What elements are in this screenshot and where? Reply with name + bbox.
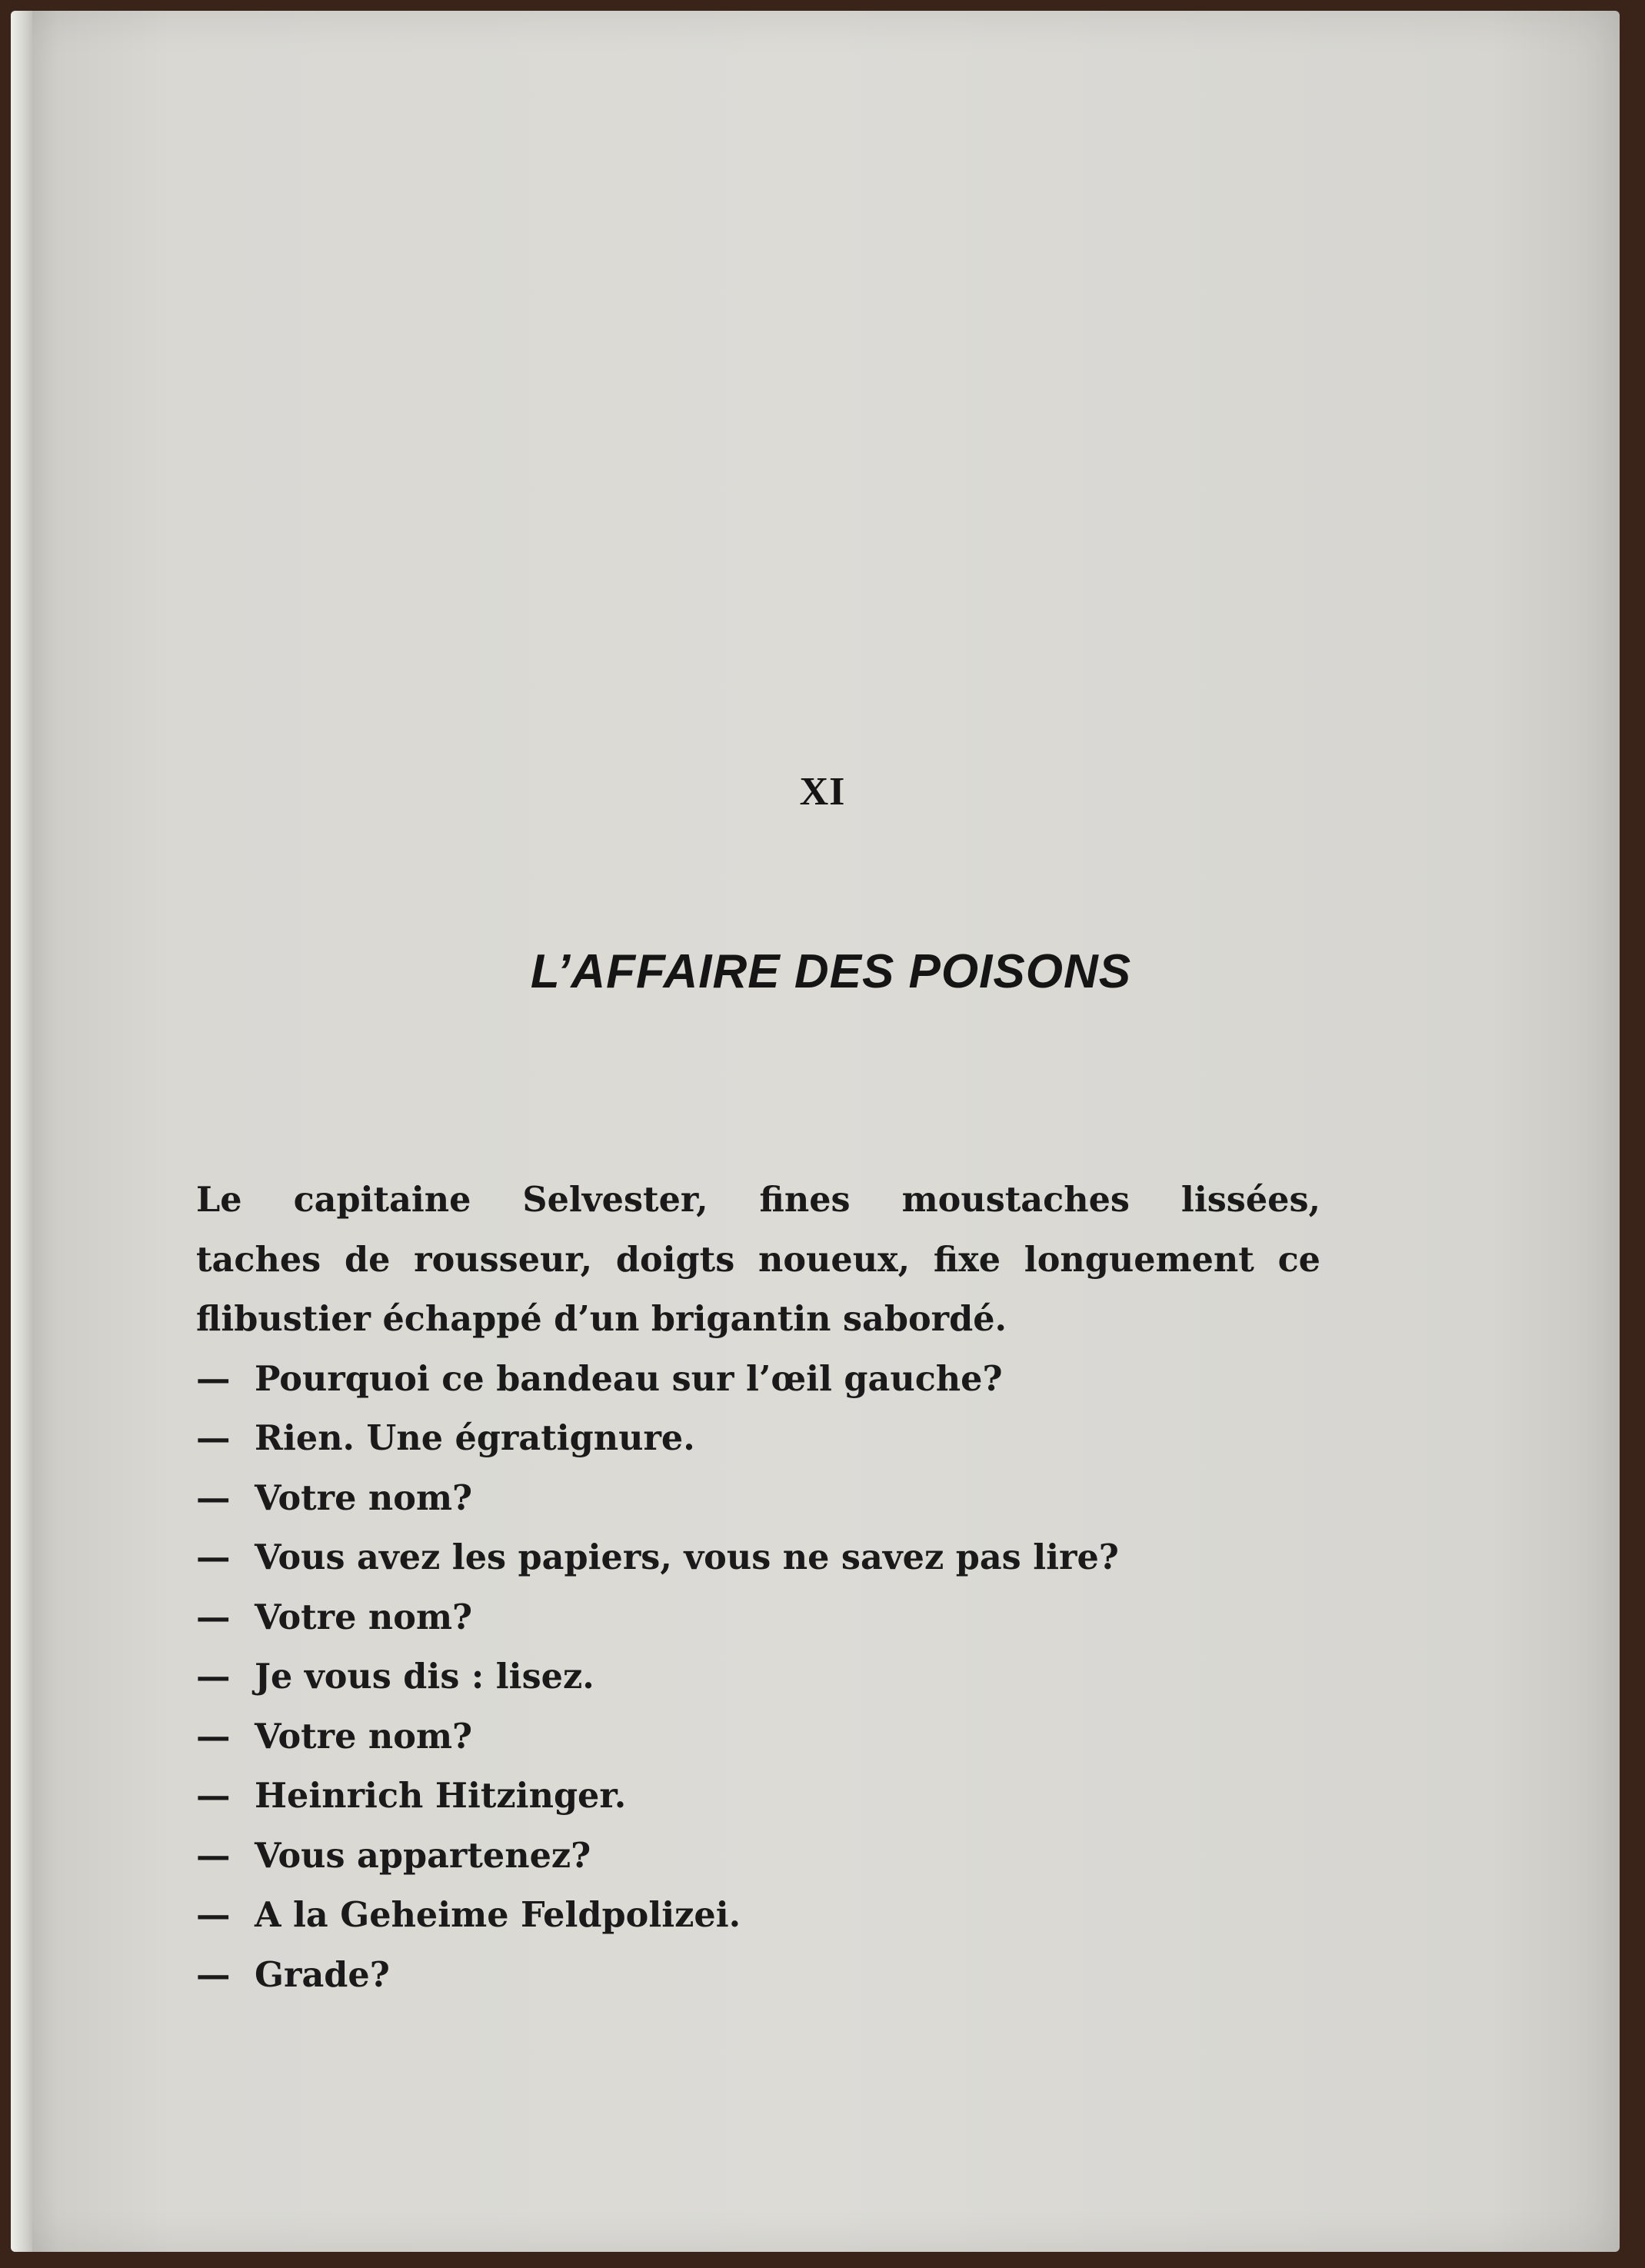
- chapter-body: [196, 1171, 1320, 2005]
- chapter-title: L’AFFAIRE DES POISONS: [530, 945, 1132, 998]
- dialogue-line: [196, 1886, 1320, 1946]
- dialogue-dash: —: [196, 1895, 231, 1935]
- dialogue-text: Je vous dis : lisez.: [255, 1657, 594, 1697]
- chapter-number: XI: [799, 770, 846, 814]
- paragraph-line: taches de rousseur, doigts noueux, fixe longuement ce: [196, 1239, 1320, 1280]
- paragraph-line: flibustier échappé d’un brigantin sabordé.: [196, 1299, 1007, 1339]
- dialogue-dash: —: [196, 1477, 231, 1518]
- dialogue-text: Heinrich Hitzinger.: [255, 1776, 627, 1816]
- dialogue-dash: —: [196, 1597, 231, 1637]
- dialogue-dash: —: [196, 1954, 231, 1995]
- dialogue-line: [196, 1946, 1320, 2006]
- page-gutter: [11, 11, 32, 2252]
- dialogue-dash: —: [196, 1358, 231, 1399]
- dialogue-dash: —: [196, 1537, 231, 1577]
- dialogue-text: Grade?: [255, 1954, 390, 1995]
- dialogue-text: Votre nom?: [255, 1597, 473, 1637]
- dialogue-line: [196, 1647, 1320, 1707]
- dialogue-dash: —: [196, 1716, 231, 1757]
- dialogue-line: [196, 1409, 1320, 1469]
- dialogue-line: [196, 1827, 1320, 1887]
- dialogue-dash: —: [196, 1835, 231, 1876]
- dialogue-dash: —: [196, 1657, 231, 1697]
- dialogue-line: [196, 1528, 1320, 1588]
- dialogue-dash: —: [196, 1776, 231, 1816]
- dialogue-text: Vous appartenez?: [255, 1835, 591, 1876]
- opening-paragraph: [196, 1171, 1320, 1350]
- dialogue-text: Rien. Une égratignure.: [255, 1418, 695, 1458]
- dialogue-text: Votre nom?: [255, 1716, 473, 1757]
- dialogue-text: A la Geheime Feldpolizei.: [255, 1895, 741, 1935]
- dialogue-text: Vous avez les papiers, vous ne savez pas lire?: [255, 1537, 1119, 1577]
- dialogue-text: Votre nom?: [255, 1477, 473, 1518]
- dialogue-line: [196, 1469, 1320, 1529]
- dialogue-line: [196, 1350, 1320, 1410]
- dialogue-text: Pourquoi ce bandeau sur l’œil gauche?: [255, 1358, 1003, 1399]
- dialogue-line: [196, 1767, 1320, 1827]
- dialogue-dash: —: [196, 1418, 231, 1458]
- dialogue-line: [196, 1588, 1320, 1648]
- paragraph-line: Le capitaine Selvester, fines moustaches lissées,: [196, 1180, 1320, 1220]
- dialogue-line: [196, 1707, 1320, 1767]
